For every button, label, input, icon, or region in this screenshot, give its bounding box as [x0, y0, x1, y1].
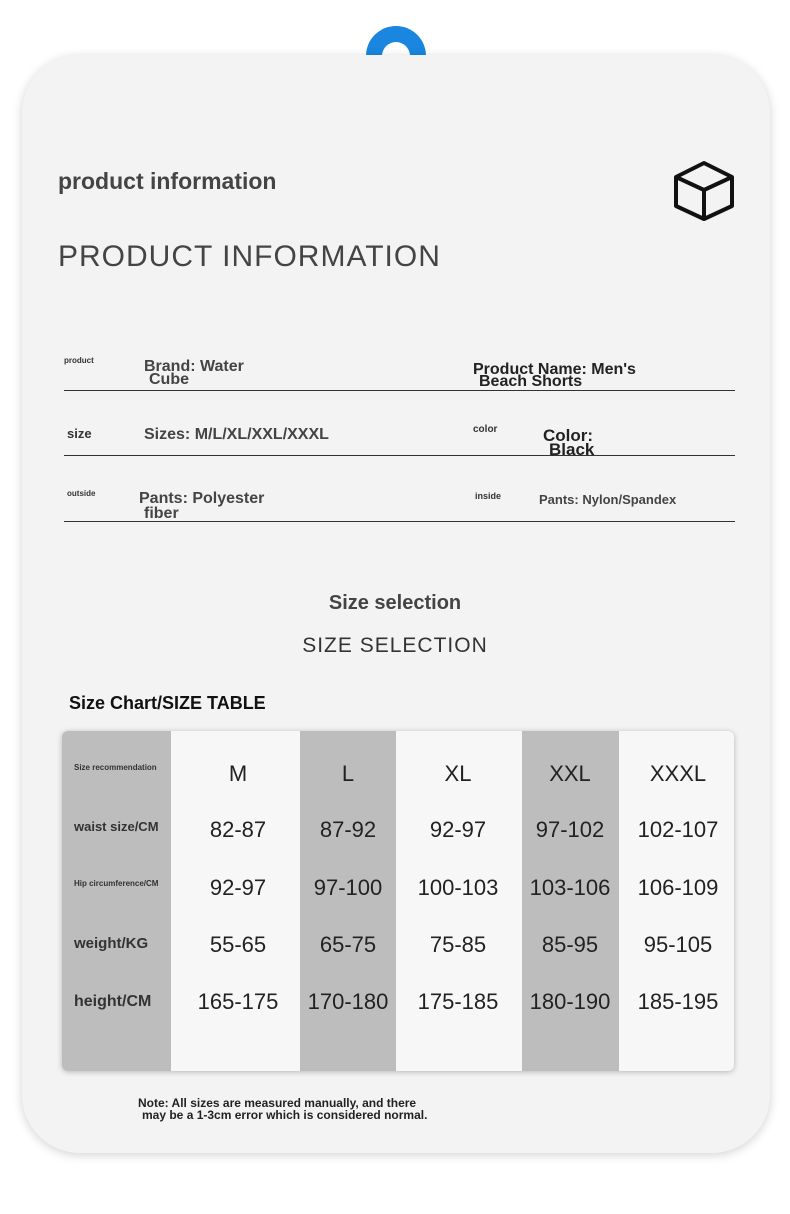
table-cell: 92-97: [209, 875, 267, 900]
table-cell: 97-102: [535, 817, 605, 842]
page-title: product information: [58, 168, 277, 194]
table-cell: 82-87: [209, 817, 267, 842]
table-cell: 165-175: [197, 989, 279, 1014]
row-label: Hip circumference/CM: [74, 879, 159, 888]
info-row-size: [64, 415, 735, 459]
cube-outline-icon: [672, 160, 736, 222]
note-line-1: Note: All sizes are measured manually, and there: [138, 1096, 417, 1110]
page-subtitle: PRODUCT INFORMATION: [58, 240, 441, 273]
info-color-line2: Black: [549, 440, 595, 459]
info-outside-line2: fiber: [144, 505, 179, 522]
row-label: height/CM: [74, 993, 152, 1010]
info-product-name-line1: Product Name: Men's: [473, 361, 636, 378]
info-row-brand: [64, 350, 735, 391]
size-header-xl: XL: [444, 761, 472, 786]
table-cell: 185-195: [637, 989, 719, 1014]
info-inside-value: Pants: Nylon/Spandex: [539, 492, 677, 507]
table-cell: 75-85: [429, 932, 487, 957]
table-cell: 103-106: [529, 875, 611, 900]
table-cell: 170-180: [307, 989, 389, 1014]
section-subtitle: SIZE SELECTION: [302, 634, 488, 657]
size-header-m: M: [228, 761, 248, 786]
label-column-bg: [62, 731, 171, 1071]
table-cell: 95-105: [643, 932, 713, 957]
row-label: weight/KG: [74, 935, 149, 952]
measurement-note: [138, 1097, 427, 1121]
table-cell: 180-190: [529, 989, 611, 1014]
size-header-l: L: [341, 761, 355, 786]
info-label-product: product: [64, 356, 94, 365]
table-cell: 87-92: [319, 817, 377, 842]
table-cell: 100-103: [417, 875, 499, 900]
info-color-line1: Color:: [543, 426, 594, 445]
size-header-xxxl: XXXL: [649, 761, 707, 786]
section-title: Size selection: [328, 592, 462, 614]
info-brand-line1: Brand: Water: [144, 358, 244, 375]
info-label-color: color: [473, 424, 498, 435]
size-header-xxl: XXL: [549, 761, 591, 786]
table-cell: 106-109: [637, 875, 719, 900]
size-table: [62, 731, 734, 1071]
table-cell: 175-185: [417, 989, 499, 1014]
info-label-inside: inside: [475, 491, 502, 501]
size-recommendation-label: Size recommendation: [74, 763, 157, 772]
table-cell: 92-97: [429, 817, 487, 842]
info-row-material: [64, 480, 735, 522]
table-cell: 65-75: [319, 932, 377, 957]
info-product-name-line2: Beach Shorts: [479, 373, 583, 390]
table-cell: 55-65: [209, 932, 267, 957]
info-label-size: size: [67, 426, 92, 441]
table-cell: 85-95: [541, 932, 599, 957]
info-label-outside: outside: [67, 489, 96, 498]
size-table-title: Size Chart/SIZE TABLE: [69, 693, 266, 713]
info-outside-line1: Pants: Polyester: [139, 490, 265, 507]
note-line-2: may be a 1-3cm error which is considered normal.: [142, 1108, 428, 1122]
info-brand-line2: Cube: [149, 371, 189, 388]
row-label: waist size/CM: [74, 819, 159, 834]
info-sizes-value: Sizes: M/L/XL/XXL/XXXL: [144, 426, 329, 443]
table-cell: 102-107: [637, 817, 719, 842]
table-cell: 97-100: [313, 875, 383, 900]
